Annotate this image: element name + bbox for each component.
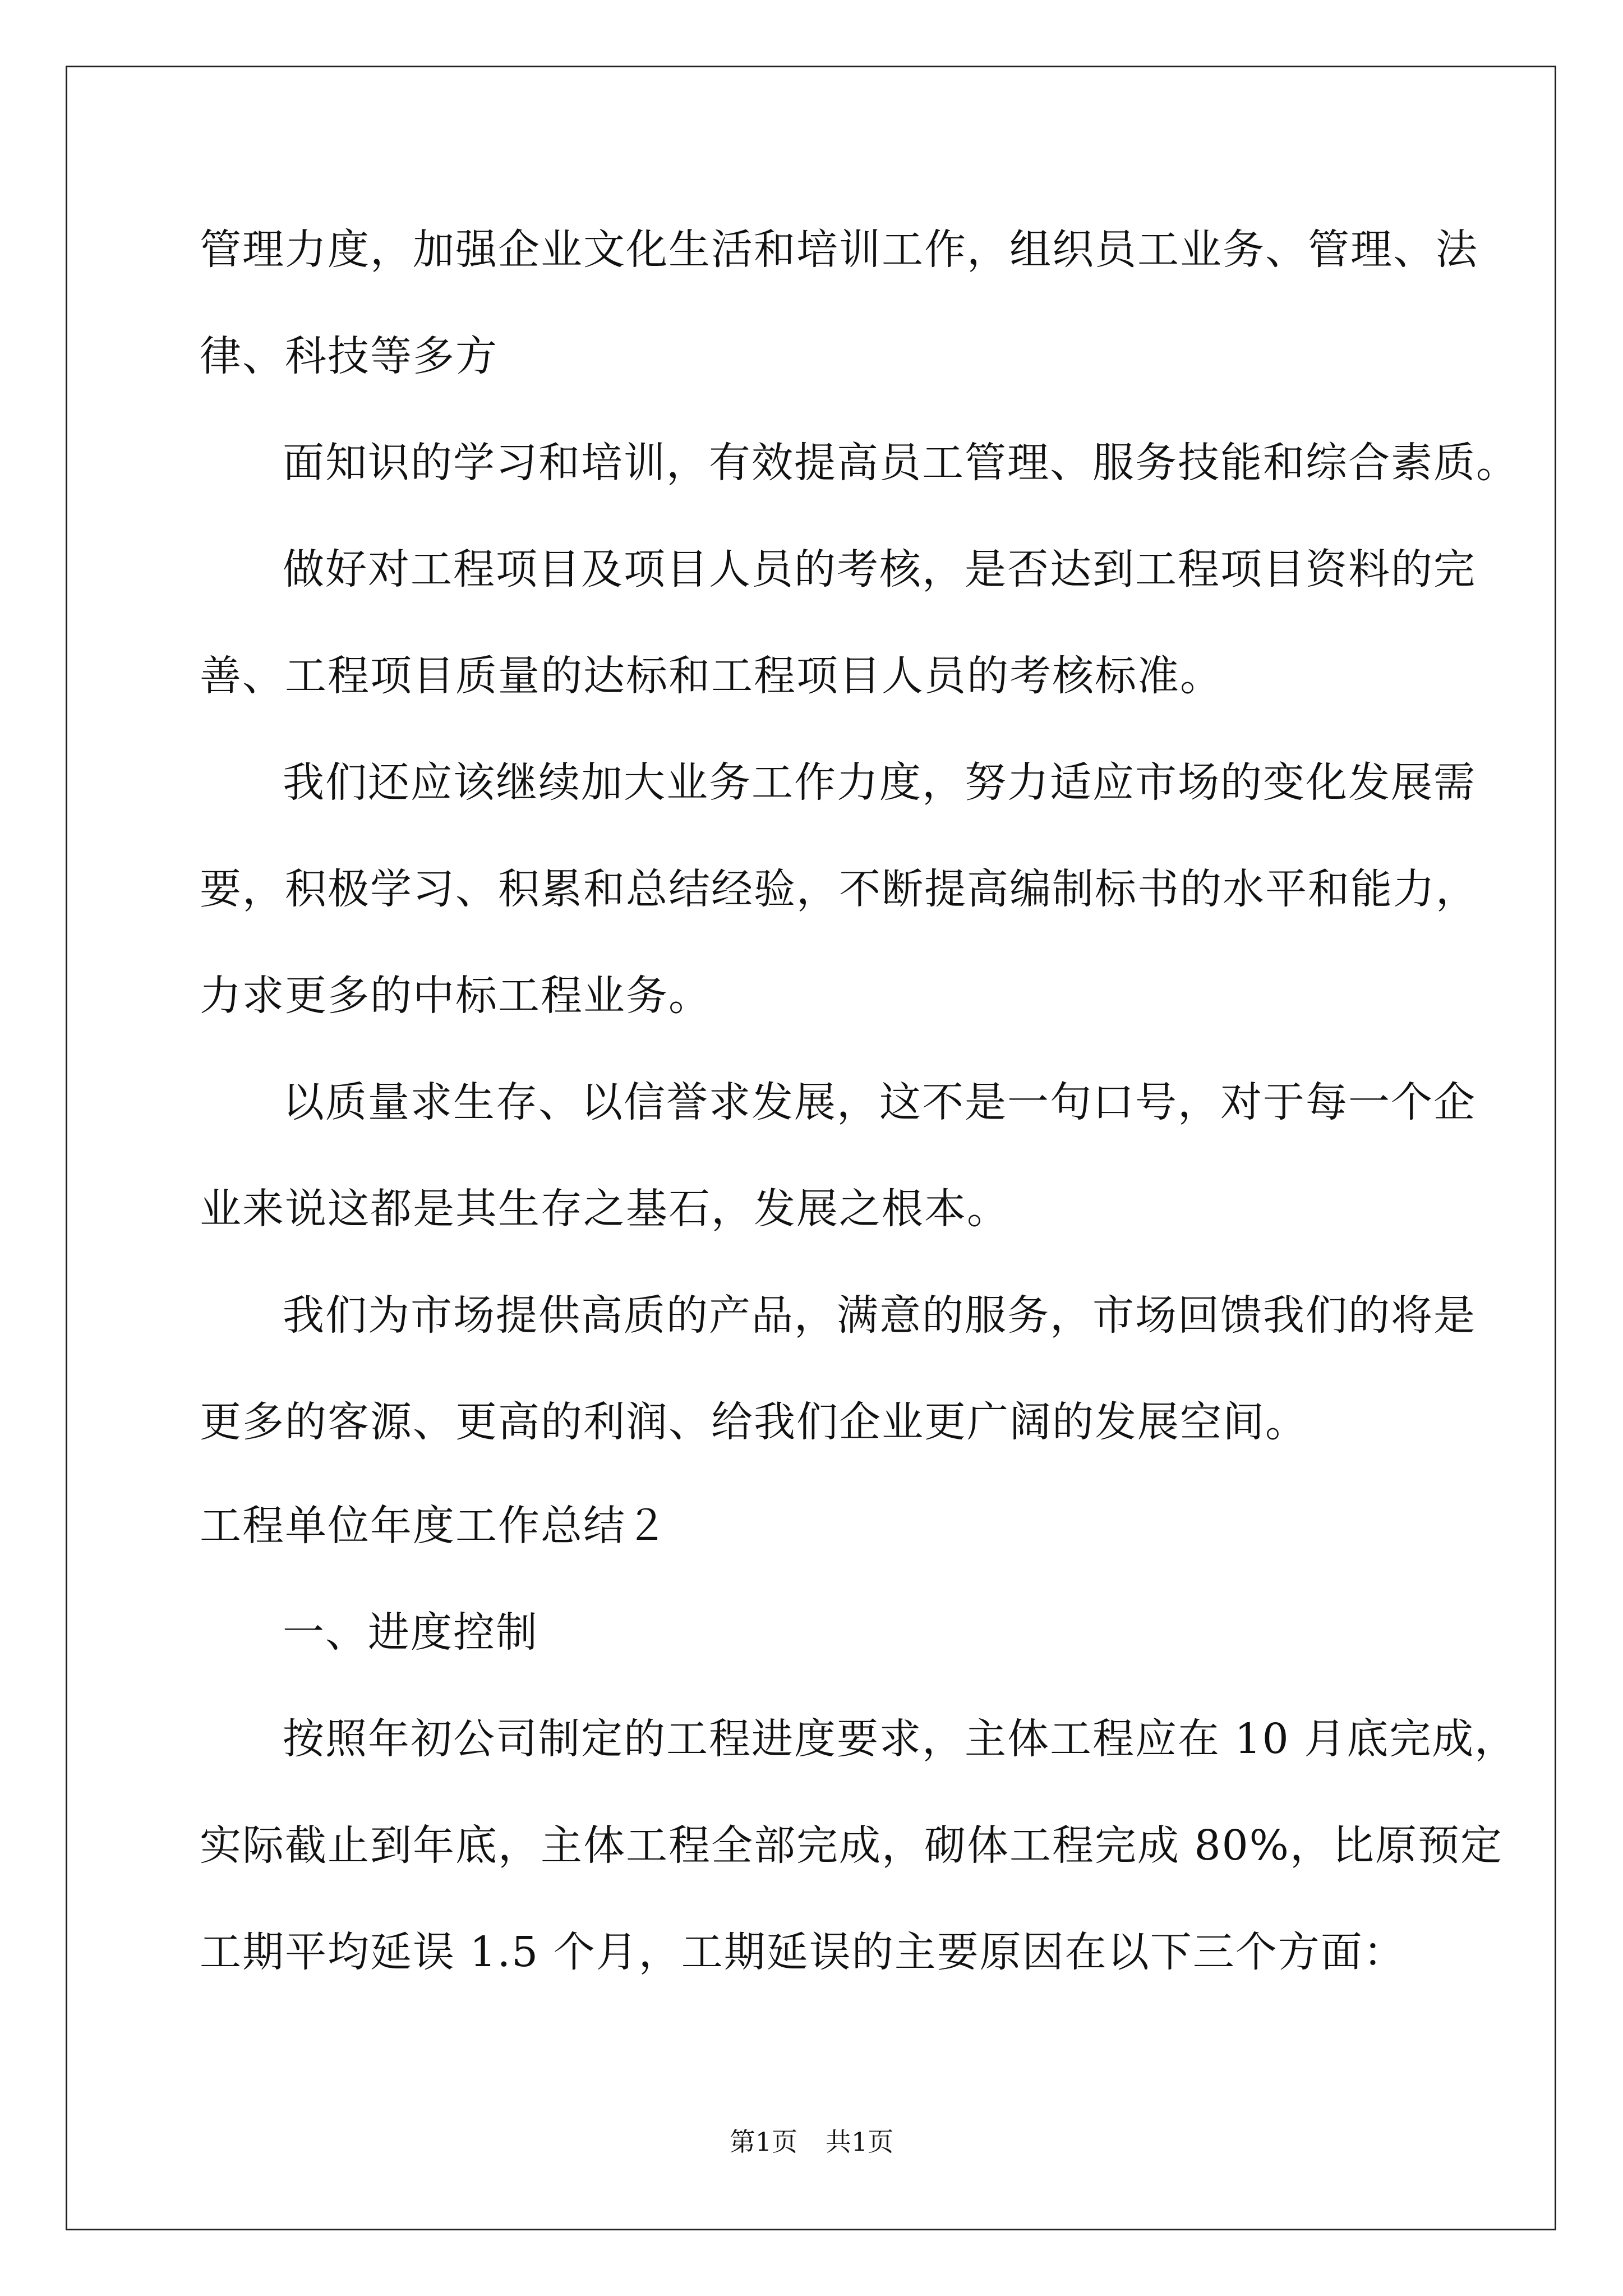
body-line: 律、科技等多方 bbox=[200, 332, 498, 380]
paragraph-line: 我们还应该继续加大业务工作力度，努力适应市场的变化发展需 bbox=[283, 758, 1476, 807]
page-number: 第1页 bbox=[729, 2127, 797, 2157]
body-line: 实际截止到年底，主体工程全部完成，砌体工程完成 80%，比原预定 bbox=[200, 1821, 1503, 1870]
body-line: 更多的客源、更高的利润、给我们企业更广阔的发展空间。 bbox=[200, 1398, 1308, 1446]
body-line: 管理力度，加强企业文化生活和培训工作，组织员工业务、管理、法 bbox=[200, 226, 1478, 274]
body-line: 善、工程项目质量的达标和工程项目人员的考核标准。 bbox=[200, 652, 1223, 700]
page-total: 共1页 bbox=[826, 2127, 894, 2157]
paragraph-line: 按照年初公司制定的工程进度要求，主体工程应在 10 月底完成， bbox=[283, 1715, 1518, 1763]
paragraph-line: 面知识的学习和培训，有效提高员工管理、服务技能和综合素质。 bbox=[283, 439, 1519, 487]
paragraph-line: 以质量求生存、以信誉求发展，这不是一句口号，对于每一个企 bbox=[283, 1078, 1476, 1126]
paragraph-line: 我们为市场提供高质的产品，满意的服务，市场回馈我们的将是 bbox=[283, 1291, 1476, 1340]
paragraph-line: 做好对工程项目及项目人员的考核，是否达到工程项目资料的完 bbox=[283, 545, 1476, 593]
page-border bbox=[66, 66, 1556, 2230]
body-line: 力求更多的中标工程业务。 bbox=[200, 972, 711, 1020]
subsection-heading: 一、进度控制 bbox=[283, 1608, 538, 1657]
body-line: 业来说这都是其生存之基石，发展之根本。 bbox=[200, 1185, 1009, 1233]
page-footer bbox=[0, 2125, 1623, 2159]
section-heading: 工程单位年度工作总结２ bbox=[200, 1502, 668, 1550]
body-line: 工期平均延误 1.5 个月，工期延误的主要原因在以下三个方面： bbox=[200, 1928, 1406, 1976]
body-line: 要，积极学习、积累和总结经验，不断提高编制标书的水平和能力， bbox=[200, 865, 1478, 913]
